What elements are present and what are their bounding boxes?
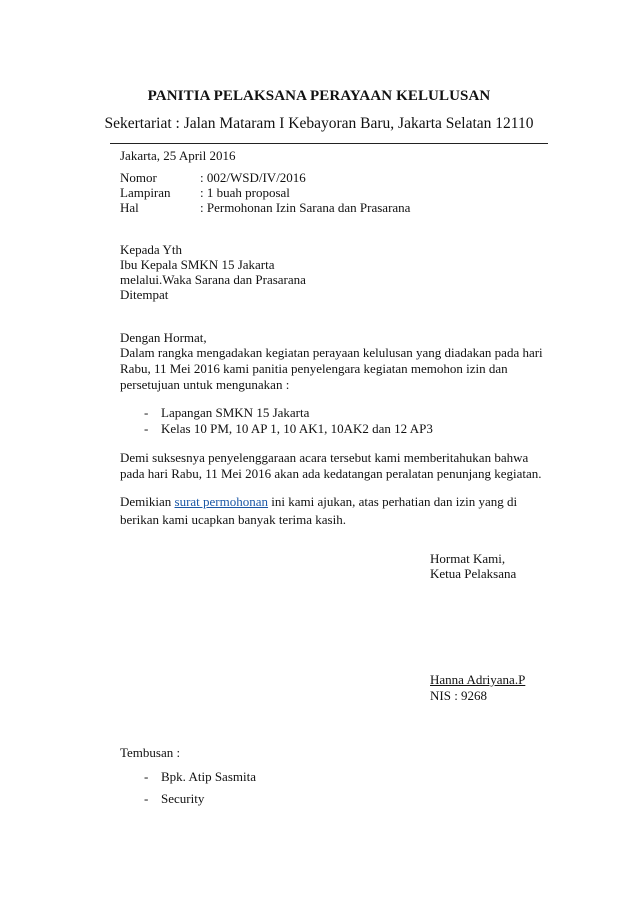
meta-value-nomor: : 002/WSD/IV/2016 bbox=[200, 170, 306, 185]
tembusan-item: Security bbox=[161, 791, 205, 806]
tembusan-label: Tembusan : bbox=[120, 745, 181, 760]
place-date: Jakarta, 25 April 2016 bbox=[120, 148, 236, 163]
recipient-line: melalui.Waka Sarana dan Prasarana bbox=[120, 272, 306, 287]
recipient-line: Ibu Kepala SMKN 15 Jakarta bbox=[120, 257, 275, 272]
list-item: Lapangan SMKN 15 Jakarta bbox=[161, 405, 310, 420]
list-bullet: - bbox=[144, 791, 149, 806]
meta-label-lampiran: Lampiran bbox=[120, 185, 171, 200]
letterhead-address: Sekertariat : Jalan Mataram I Kebayoran Baru, Jakarta Selatan 12110 bbox=[104, 115, 534, 132]
surat-permohonan-link[interactable]: surat permohonan bbox=[174, 494, 269, 509]
body-paragraph-line: Demi suksesnya penyelenggaraan acara tersebut kami memberitahukan bahwa bbox=[120, 450, 529, 465]
recipient-line: Kepada Yth bbox=[120, 242, 182, 257]
closing-line bbox=[120, 493, 517, 510]
meta-label-nomor: Nomor bbox=[120, 170, 157, 185]
signature-nis: NIS : 9268 bbox=[430, 688, 488, 703]
closing-prefix: Demikian bbox=[120, 494, 172, 509]
body-paragraph-line: Rabu, 11 Mei 2016 kami panitia penyelengara kegiatan memohon izin dan bbox=[120, 361, 508, 376]
signature-role: Ketua Pelaksana bbox=[430, 566, 517, 581]
tembusan-item: Bpk. Atip Sasmita bbox=[161, 769, 256, 784]
closing-line-2: berikan kami ucapkan banyak terima kasih. bbox=[120, 512, 346, 527]
signature-regards: Hormat Kami, bbox=[430, 551, 506, 566]
list-bullet: - bbox=[144, 405, 149, 420]
letterhead-divider bbox=[110, 143, 548, 144]
body-paragraph-line: Dalam rangka mengadakan kegiatan perayaan kelulusan yang diadakan pada hari bbox=[120, 345, 543, 360]
list-bullet: - bbox=[144, 769, 149, 784]
meta-value-lampiran: : 1 buah proposal bbox=[200, 185, 290, 200]
body-paragraph-line: persetujuan untuk mengunakan : bbox=[120, 377, 290, 392]
list-bullet: - bbox=[144, 421, 149, 436]
closing-suffix: ini kami ajukan, atas perhatian dan izin yang di bbox=[271, 494, 518, 509]
letterhead-title: PANITIA PELAKSANA PERAYAAN KELULUSAN bbox=[147, 88, 491, 104]
meta-label-hal: Hal bbox=[120, 200, 139, 215]
list-item: Kelas 10 PM, 10 AP 1, 10 AK1, 10AK2 dan 12 AP3 bbox=[161, 421, 433, 436]
greeting: Dengan Hormat, bbox=[120, 330, 207, 345]
body-paragraph-line: pada hari Rabu, 11 Mei 2016 akan ada kedatangan peralatan penunjang kegiatan. bbox=[120, 466, 542, 481]
recipient-line: Ditempat bbox=[120, 287, 169, 302]
signature-name: Hanna Adriyana.P bbox=[430, 672, 526, 687]
meta-value-hal: : Permohonan Izin Sarana dan Prasarana bbox=[200, 200, 411, 215]
